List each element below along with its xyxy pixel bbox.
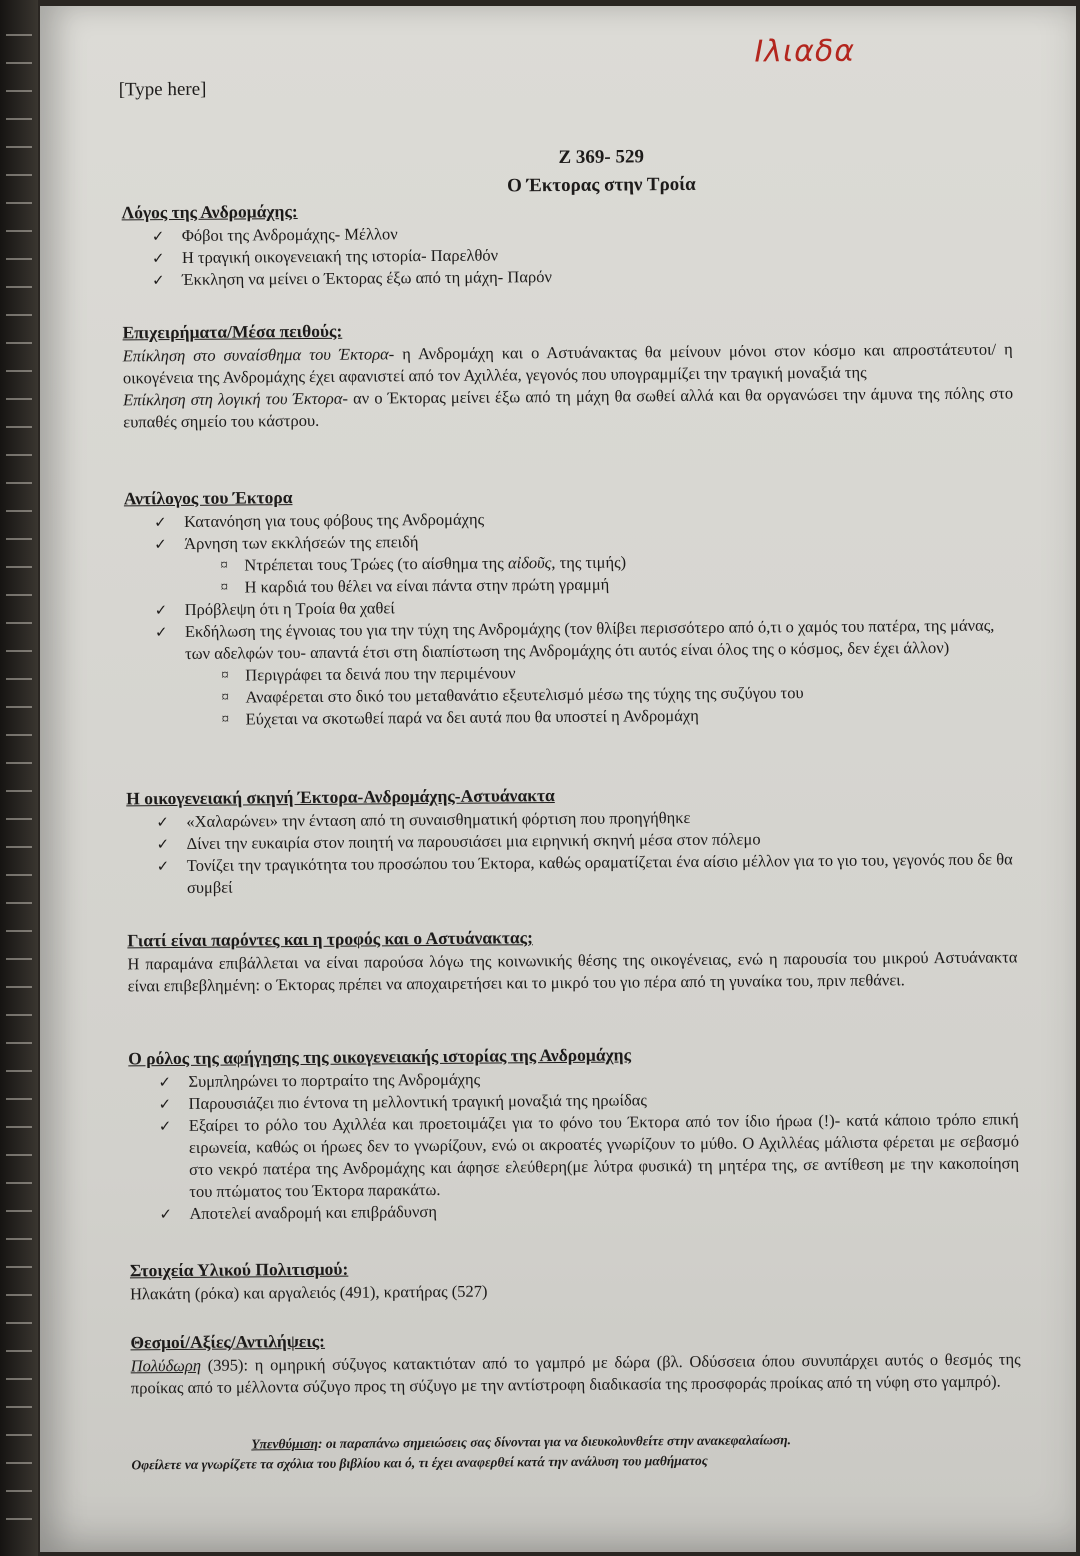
- reminder-label: Υπενθύμιση: [251, 1435, 319, 1452]
- section-family-scene: [126, 780, 1017, 899]
- handwritten-note: Ιλιαδα: [754, 33, 856, 70]
- section-logos: [122, 194, 1013, 291]
- list-item: ✓ Αποτελεί αναδρομή και επιβράδυνση: [129, 1196, 1019, 1225]
- list-item: ✓ Κατανόηση για τους φόβους της Ανδρομάχης: [124, 504, 1014, 533]
- nurse-text: Η παραμάνα επιβάλλεται να είναι παρούσα λόγω της κοινωνικής θέσης της οικογένειας, ενώ η παρουσία του μικρού Αστυάνακτα είναι επιβεβλημένη: ο Έκτορας πρέπει να αποχαιρετήσει και το μικρό του γιο πέρα από τη γυναίκα του, πριν πεθάνει.: [127, 947, 1018, 996]
- sub-item-text-b: , της τιμής): [551, 552, 627, 573]
- section-material: [130, 1252, 1020, 1305]
- list-item: ✓ Παρουσιάζει πιο έντονα τη μελλοντική τραγική μοναξιά της ηρωίδας: [129, 1086, 1019, 1115]
- heading-narrative: Ο ρόλος της αφήγησης της οικογενειακής ιστορίας της Ανδρομάχης: [128, 1044, 632, 1069]
- heading-family-scene: Η οικογενειακή σκηνή Έκτορα-Ανδρομάχης-Αστυάνακτα: [126, 785, 555, 809]
- document-page: [40, 6, 1076, 1552]
- sub-item: ¤ Εύχεται να σκοτωθεί παρά να δει αυτά που θα υποστεί η Ανδρομάχη: [126, 702, 1016, 731]
- section-arguments: [122, 314, 1013, 433]
- list-item: ✓ Φόβοι της Ανδρομάχης- Μέλλον: [122, 218, 1012, 247]
- section-antilogos: [124, 480, 1016, 731]
- sub-item: ¤ Αναφέρεται στο δικό του μεταθανάτιο εξευτελισμό μέσω της τύχης της συζύγου του: [125, 680, 1015, 709]
- heading-institutions: Θεσμοί/Αξίες/Αντιλήψεις:: [130, 1330, 326, 1353]
- list-item: ✓ Εξαίρει το ρόλο του Αχιλλέα και προετοιμάζει για το φόνο του Έκτορα από τον ίδιο ήρωα (!)- κατά κάποιο τρόπο επική ειρωνεία, καθώς οι ήρωες δεν το γνωρίζουν, ενώ οι ακροατές γνωρίζουν το μύθο. Ο Αχιλλέας μάλιστα φέρεται με σεβασμό στο νεκρό πατέρα της Ανδρομάχης και άφησε ελεύθερη(με λύτρα φυσικά) τη μητέρα της, σε αντίθεση με την κακοποίηση του πτώματος του Έκτορα παρακάτω.: [129, 1108, 1020, 1203]
- sub-item: ¤ Η καρδιά του θέλει να είναι πάντα στην πρώτη γραμμή: [124, 570, 1014, 599]
- list-item: ✓ Πρόβλεψη ότι η Τροία θα χαθεί: [125, 592, 1015, 621]
- institutions-term: Πολύδωρη: [130, 1355, 202, 1376]
- page-content: [40, 2, 1080, 1556]
- institutions-text: [131, 1348, 1021, 1399]
- title-line1: Ζ 369- 529: [558, 146, 645, 169]
- binder-edge: [0, 0, 38, 1556]
- heading-antilogos: Αντίλογος του Έκτορα: [123, 487, 293, 509]
- argument-emotion-text: η Ανδρομάχη και ο Αστυάνακτας θα μείνουν μόνοι στον κόσμο και απροστάτευτοι/ η οικογένεια της Ανδρομάχης έχει αφανιστεί από τον Αχιλλέα, γεγονός που υπογραμμίζει την τραγική μοναξιά της: [122, 339, 1013, 388]
- argument-emotion: [123, 338, 1013, 389]
- binder-rings: [6, 20, 32, 1540]
- footer-line2: Οφείλετε να γνωρίζετε τα σχόλια του βιβλίου και ό, τι έχει αναφερθεί κατά την ανάλυση του μαθήματος: [131, 1452, 708, 1473]
- material-text: Ηλακάτη (ρόκα) και αργαλειός (491), κρατήρας (527): [130, 1281, 488, 1304]
- heading-logos: Λόγος της Ανδρομάχης:: [121, 201, 298, 223]
- argument-emotion-label: Επίκληση στο συναίσθημα του Έκτορα-: [122, 344, 395, 366]
- title-line2: Ο Έκτορας στην Τροία: [506, 173, 696, 197]
- sub-item: ¤ Περιγράφει τα δεινά που την περιμένουν: [125, 658, 1015, 687]
- list-item: ✓ Τονίζει την τραγικότητα του προσώπου του Έκτορα, καθώς οραματίζεται ένα αίσιο μέλλον για το γιο του, γεγονός που δε θα συμβεί: [127, 848, 1017, 899]
- argument-logic: [123, 382, 1013, 433]
- argument-logic-label: Επίκληση στη λογική του Έκτορα-: [123, 388, 349, 410]
- institutions-body: (395): η ομηρική σύζυγος κατακτιόταν από το γαμπρό με δώρα (βλ. Οδύσσεια όπου συνυπάρχει αυτός ο θεσμός της προίκας από το μέλλοντα σύζυγο προς τη σύζυγο με την αντίστροφη διαδικασία της προσφοράς προίκας από τη νύφη στο γαμπρό).: [130, 1349, 1021, 1398]
- argument-logic-text: αν ο Έκτορας μείνει έξω από τη μάχη θα σωθεί αλλά και θα οργανώσει την άμυνα της πόλης στο ευπαθές σημείο του κάστρου.: [123, 383, 1014, 432]
- heading-arguments: Επιχειρήματα/Μέσα πειθούς:: [122, 320, 343, 343]
- list-item: ✓ Άρνηση των εκκλήσεών της επειδή: [124, 526, 1014, 555]
- section-narrative: [128, 1040, 1019, 1225]
- list-item: ✓ Δίνει την ευκαιρία στον ποιητή να παρουσιάσει μια ειρηνική σκηνή μέσα στον πόλεμο: [126, 826, 1016, 855]
- sub-item-text-a: Ντρέπεται τους Τρώες (το αίσθημα της: [244, 553, 508, 575]
- list-item: ✓ Συμπληρώνει το πορτραίτο της Ανδρομάχης: [128, 1064, 1018, 1093]
- sub-item-term: αἰδοῦς: [507, 553, 552, 573]
- heading-nurse: Γιατί είναι παρόντες και η τροφός και ο Αστυάνακτας;: [127, 927, 533, 951]
- placeholder-text: [Type here]: [118, 78, 207, 101]
- section-nurse: [127, 922, 1018, 997]
- list-item: ✓ Έκκληση να μείνει ο Έκτορας έξω από τη μάχη- Παρόν: [122, 262, 1012, 291]
- reminder-text: : οι παραπάνω σημειώσεις σας δίνονται για να διευκολυνθείτε στην ανακεφαλαίωση.: [317, 1432, 792, 1451]
- list-item: ✓ Η τραγική οικογενειακή της ιστορία- Παρελθόν: [122, 240, 1012, 269]
- list-item: ✓ «Χαλαρώνει» την ένταση από τη συναισθηματική φόρτιση που προηγήθηκε: [126, 804, 1016, 833]
- heading-material: Στοιχεία Υλικού Πολιτισμού:: [129, 1258, 349, 1281]
- section-institutions: [130, 1324, 1021, 1399]
- footer-note: [131, 1428, 1021, 1475]
- list-item: ✓ Εκδήλωση της έγνοιας του για την τύχη της Ανδρομάχης (τον θλίβει περισσότερο από ό,τι ο χαμός του πατέρα, της μάνας, των αδελφών του- απαντά έτσι στη διαπίστωση της Ανδρομάχης ότι αυτός είναι όλος της ο κόσμος, δεν έχει άλλον): [125, 614, 1015, 665]
